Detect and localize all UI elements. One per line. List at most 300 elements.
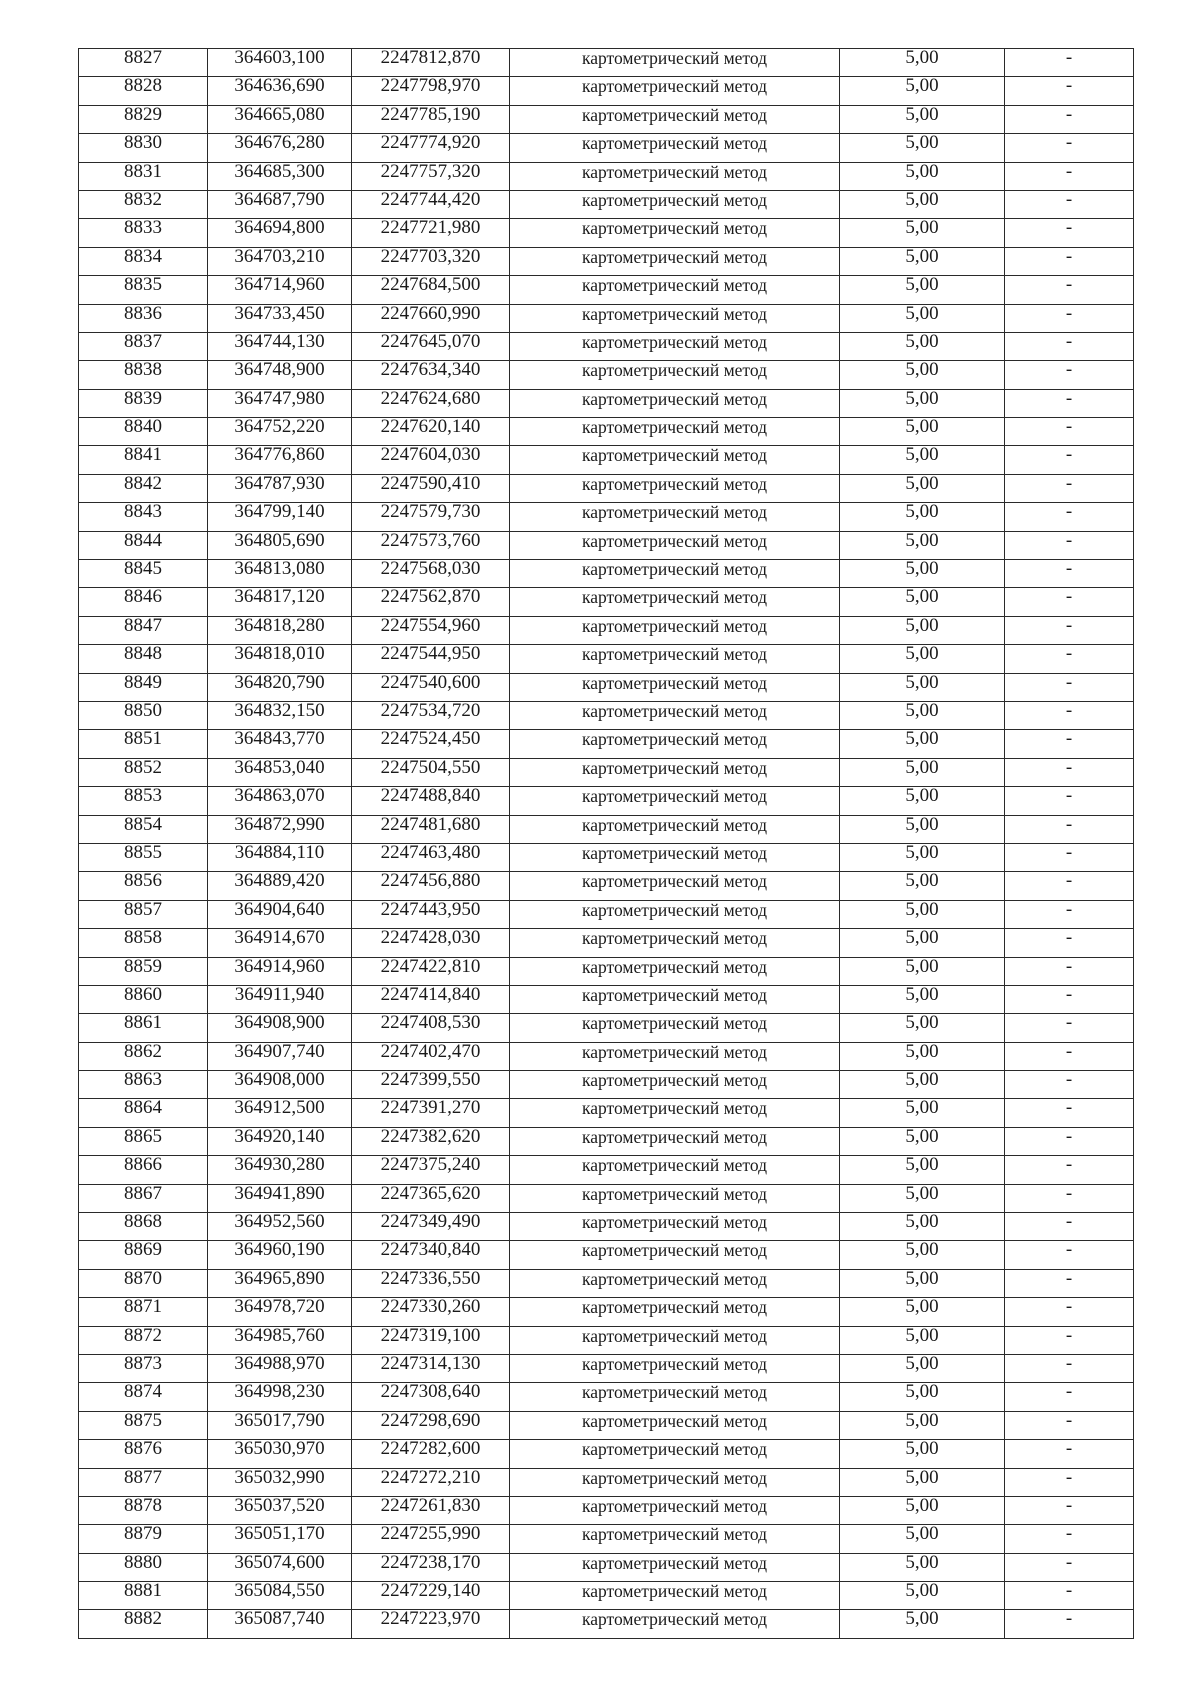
x-coordinate-cell: 364676,280: [208, 134, 352, 162]
y-coordinate-cell: 2247330,260: [352, 1298, 510, 1326]
point-number-cell: 8859: [79, 957, 208, 985]
point-number-cell: 8840: [79, 418, 208, 446]
method-cell: картометрический метод: [510, 49, 840, 77]
x-coordinate-cell: 364714,960: [208, 276, 352, 304]
x-coordinate-cell: 364818,280: [208, 616, 352, 644]
x-coordinate-cell: 364787,930: [208, 474, 352, 502]
note-cell: -: [1005, 190, 1134, 218]
accuracy-cell: 5,00: [840, 77, 1005, 105]
point-number-cell: 8876: [79, 1440, 208, 1468]
note-cell: -: [1005, 418, 1134, 446]
method-cell: картометрический метод: [510, 1383, 840, 1411]
table-row: [79, 815, 1134, 843]
y-coordinate-cell: 2247488,840: [352, 787, 510, 815]
method-cell: картометрический метод: [510, 1354, 840, 1382]
method-cell: картометрический метод: [510, 446, 840, 474]
accuracy-cell: 5,00: [840, 531, 1005, 559]
y-coordinate-cell: 2247428,030: [352, 929, 510, 957]
accuracy-cell: 5,00: [840, 361, 1005, 389]
x-coordinate-cell: 364805,690: [208, 531, 352, 559]
method-cell: картометрический метод: [510, 1298, 840, 1326]
table-row: [79, 361, 1134, 389]
accuracy-cell: 5,00: [840, 332, 1005, 360]
accuracy-cell: 5,00: [840, 304, 1005, 332]
table-row: [79, 446, 1134, 474]
point-number-cell: 8844: [79, 531, 208, 559]
y-coordinate-cell: 2247721,980: [352, 219, 510, 247]
x-coordinate-cell: 364733,450: [208, 304, 352, 332]
accuracy-cell: 5,00: [840, 1411, 1005, 1439]
point-number-cell: 8845: [79, 560, 208, 588]
table-row: [79, 247, 1134, 275]
table-row: [79, 645, 1134, 673]
x-coordinate-cell: 364832,150: [208, 701, 352, 729]
table-row: [79, 1014, 1134, 1042]
method-cell: картометрический метод: [510, 1241, 840, 1269]
note-cell: -: [1005, 1525, 1134, 1553]
table-row: [79, 1326, 1134, 1354]
table-row: [79, 304, 1134, 332]
method-cell: картометрический метод: [510, 1156, 840, 1184]
accuracy-cell: 5,00: [840, 503, 1005, 531]
method-cell: картометрический метод: [510, 1184, 840, 1212]
accuracy-cell: 5,00: [840, 1241, 1005, 1269]
accuracy-cell: 5,00: [840, 645, 1005, 673]
note-cell: -: [1005, 1468, 1134, 1496]
method-cell: картометрический метод: [510, 219, 840, 247]
note-cell: -: [1005, 474, 1134, 502]
point-number-cell: 8842: [79, 474, 208, 502]
y-coordinate-cell: 2247620,140: [352, 418, 510, 446]
table-row: [79, 1213, 1134, 1241]
y-coordinate-cell: 2247456,880: [352, 872, 510, 900]
note-cell: -: [1005, 1213, 1134, 1241]
x-coordinate-cell: 364703,210: [208, 247, 352, 275]
method-cell: картометрический метод: [510, 560, 840, 588]
x-coordinate-cell: 364776,860: [208, 446, 352, 474]
note-cell: -: [1005, 1411, 1134, 1439]
method-cell: картометрический метод: [510, 361, 840, 389]
note-cell: -: [1005, 787, 1134, 815]
note-cell: -: [1005, 560, 1134, 588]
point-number-cell: 8872: [79, 1326, 208, 1354]
table-row: [79, 190, 1134, 218]
point-number-cell: 8834: [79, 247, 208, 275]
y-coordinate-cell: 2247261,830: [352, 1496, 510, 1524]
note-cell: -: [1005, 531, 1134, 559]
point-number-cell: 8832: [79, 190, 208, 218]
table-row: [79, 1042, 1134, 1070]
accuracy-cell: 5,00: [840, 389, 1005, 417]
method-cell: картометрический метод: [510, 872, 840, 900]
accuracy-cell: 5,00: [840, 730, 1005, 758]
y-coordinate-cell: 2247579,730: [352, 503, 510, 531]
accuracy-cell: 5,00: [840, 1326, 1005, 1354]
note-cell: -: [1005, 758, 1134, 786]
y-coordinate-cell: 2247382,620: [352, 1127, 510, 1155]
point-number-cell: 8828: [79, 77, 208, 105]
note-cell: -: [1005, 219, 1134, 247]
note-cell: -: [1005, 872, 1134, 900]
point-number-cell: 8875: [79, 1411, 208, 1439]
x-coordinate-cell: 364914,960: [208, 957, 352, 985]
x-coordinate-cell: 365074,600: [208, 1553, 352, 1581]
note-cell: -: [1005, 162, 1134, 190]
table-row: [79, 1553, 1134, 1581]
accuracy-cell: 5,00: [840, 1553, 1005, 1581]
y-coordinate-cell: 2247238,170: [352, 1553, 510, 1581]
accuracy-cell: 5,00: [840, 843, 1005, 871]
y-coordinate-cell: 2247375,240: [352, 1156, 510, 1184]
note-cell: -: [1005, 276, 1134, 304]
y-coordinate-cell: 2247568,030: [352, 560, 510, 588]
x-coordinate-cell: 364941,890: [208, 1184, 352, 1212]
table-row: [79, 1156, 1134, 1184]
x-coordinate-cell: 364665,080: [208, 105, 352, 133]
x-coordinate-cell: 364817,120: [208, 588, 352, 616]
accuracy-cell: 5,00: [840, 247, 1005, 275]
point-number-cell: 8841: [79, 446, 208, 474]
table-row: [79, 1525, 1134, 1553]
table-row: [79, 560, 1134, 588]
x-coordinate-cell: 364843,770: [208, 730, 352, 758]
accuracy-cell: 5,00: [840, 560, 1005, 588]
y-coordinate-cell: 2247812,870: [352, 49, 510, 77]
method-cell: картометрический метод: [510, 1269, 840, 1297]
point-number-cell: 8852: [79, 758, 208, 786]
table-row: [79, 1496, 1134, 1524]
note-cell: -: [1005, 843, 1134, 871]
coordinates-table: [78, 48, 1134, 1639]
method-cell: картометрический метод: [510, 1553, 840, 1581]
note-cell: -: [1005, 361, 1134, 389]
x-coordinate-cell: 365017,790: [208, 1411, 352, 1439]
method-cell: картометрический метод: [510, 332, 840, 360]
method-cell: картометрический метод: [510, 1326, 840, 1354]
accuracy-cell: 5,00: [840, 105, 1005, 133]
point-number-cell: 8881: [79, 1582, 208, 1610]
x-coordinate-cell: 364687,790: [208, 190, 352, 218]
method-cell: картометрический метод: [510, 1525, 840, 1553]
y-coordinate-cell: 2247229,140: [352, 1582, 510, 1610]
x-coordinate-cell: 365084,550: [208, 1582, 352, 1610]
table-row: [79, 418, 1134, 446]
accuracy-cell: 5,00: [840, 1071, 1005, 1099]
x-coordinate-cell: 364747,980: [208, 389, 352, 417]
point-number-cell: 8880: [79, 1553, 208, 1581]
y-coordinate-cell: 2247399,550: [352, 1071, 510, 1099]
x-coordinate-cell: 364889,420: [208, 872, 352, 900]
x-coordinate-cell: 365051,170: [208, 1525, 352, 1553]
x-coordinate-cell: 364636,690: [208, 77, 352, 105]
y-coordinate-cell: 2247308,640: [352, 1383, 510, 1411]
note-cell: -: [1005, 815, 1134, 843]
accuracy-cell: 5,00: [840, 588, 1005, 616]
method-cell: картометрический метод: [510, 985, 840, 1013]
table-row: [79, 219, 1134, 247]
method-cell: картометрический метод: [510, 304, 840, 332]
note-cell: -: [1005, 1298, 1134, 1326]
y-coordinate-cell: 2247314,130: [352, 1354, 510, 1382]
point-number-cell: 8847: [79, 616, 208, 644]
accuracy-cell: 5,00: [840, 190, 1005, 218]
table-row: [79, 1127, 1134, 1155]
table-row: [79, 1440, 1134, 1468]
method-cell: картометрический метод: [510, 730, 840, 758]
x-coordinate-cell: 364603,100: [208, 49, 352, 77]
note-cell: -: [1005, 1553, 1134, 1581]
note-cell: -: [1005, 957, 1134, 985]
x-coordinate-cell: 364911,940: [208, 985, 352, 1013]
y-coordinate-cell: 2247604,030: [352, 446, 510, 474]
accuracy-cell: 5,00: [840, 1383, 1005, 1411]
x-coordinate-cell: 364960,190: [208, 1241, 352, 1269]
method-cell: картометрический метод: [510, 673, 840, 701]
x-coordinate-cell: 364752,220: [208, 418, 352, 446]
point-number-cell: 8836: [79, 304, 208, 332]
y-coordinate-cell: 2247463,480: [352, 843, 510, 871]
accuracy-cell: 5,00: [840, 929, 1005, 957]
note-cell: -: [1005, 389, 1134, 417]
y-coordinate-cell: 2247340,840: [352, 1241, 510, 1269]
note-cell: -: [1005, 645, 1134, 673]
table-row: [79, 134, 1134, 162]
table-row: [79, 531, 1134, 559]
accuracy-cell: 5,00: [840, 1525, 1005, 1553]
x-coordinate-cell: 364952,560: [208, 1213, 352, 1241]
table-row: [79, 474, 1134, 502]
y-coordinate-cell: 2247223,970: [352, 1610, 510, 1638]
y-coordinate-cell: 2247590,410: [352, 474, 510, 502]
table-row: [79, 730, 1134, 758]
note-cell: -: [1005, 701, 1134, 729]
table-row: [79, 1383, 1134, 1411]
method-cell: картометрический метод: [510, 105, 840, 133]
point-number-cell: 8830: [79, 134, 208, 162]
accuracy-cell: 5,00: [840, 1014, 1005, 1042]
method-cell: картометрический метод: [510, 531, 840, 559]
y-coordinate-cell: 2247408,530: [352, 1014, 510, 1042]
note-cell: -: [1005, 105, 1134, 133]
method-cell: картометрический метод: [510, 1127, 840, 1155]
x-coordinate-cell: 365030,970: [208, 1440, 352, 1468]
note-cell: -: [1005, 1354, 1134, 1382]
y-coordinate-cell: 2247785,190: [352, 105, 510, 133]
note-cell: -: [1005, 1241, 1134, 1269]
point-number-cell: 8846: [79, 588, 208, 616]
y-coordinate-cell: 2247624,680: [352, 389, 510, 417]
y-coordinate-cell: 2247544,950: [352, 645, 510, 673]
point-number-cell: 8877: [79, 1468, 208, 1496]
method-cell: картометрический метод: [510, 77, 840, 105]
table-row: [79, 673, 1134, 701]
method-cell: картометрический метод: [510, 1582, 840, 1610]
note-cell: -: [1005, 304, 1134, 332]
point-number-cell: 8856: [79, 872, 208, 900]
x-coordinate-cell: 364908,900: [208, 1014, 352, 1042]
note-cell: -: [1005, 1440, 1134, 1468]
x-coordinate-cell: 364912,500: [208, 1099, 352, 1127]
y-coordinate-cell: 2247757,320: [352, 162, 510, 190]
note-cell: -: [1005, 1383, 1134, 1411]
y-coordinate-cell: 2247645,070: [352, 332, 510, 360]
method-cell: картометрический метод: [510, 276, 840, 304]
method-cell: картометрический метод: [510, 247, 840, 275]
method-cell: картометрический метод: [510, 1014, 840, 1042]
accuracy-cell: 5,00: [840, 1468, 1005, 1496]
accuracy-cell: 5,00: [840, 134, 1005, 162]
table-row: [79, 162, 1134, 190]
accuracy-cell: 5,00: [840, 446, 1005, 474]
accuracy-cell: 5,00: [840, 162, 1005, 190]
note-cell: -: [1005, 985, 1134, 1013]
table-row: [79, 1610, 1134, 1638]
y-coordinate-cell: 2247402,470: [352, 1042, 510, 1070]
accuracy-cell: 5,00: [840, 1269, 1005, 1297]
y-coordinate-cell: 2247634,340: [352, 361, 510, 389]
x-coordinate-cell: 364694,800: [208, 219, 352, 247]
point-number-cell: 8868: [79, 1213, 208, 1241]
accuracy-cell: 5,00: [840, 872, 1005, 900]
point-number-cell: 8879: [79, 1525, 208, 1553]
method-cell: картометрический метод: [510, 900, 840, 928]
table-row: [79, 701, 1134, 729]
x-coordinate-cell: 364685,300: [208, 162, 352, 190]
table-row: [79, 503, 1134, 531]
note-cell: -: [1005, 1014, 1134, 1042]
table-row: [79, 1241, 1134, 1269]
accuracy-cell: 5,00: [840, 957, 1005, 985]
x-coordinate-cell: 364884,110: [208, 843, 352, 871]
point-number-cell: 8865: [79, 1127, 208, 1155]
y-coordinate-cell: 2247336,550: [352, 1269, 510, 1297]
accuracy-cell: 5,00: [840, 1213, 1005, 1241]
method-cell: картометрический метод: [510, 162, 840, 190]
y-coordinate-cell: 2247481,680: [352, 815, 510, 843]
x-coordinate-cell: 364965,890: [208, 1269, 352, 1297]
note-cell: -: [1005, 673, 1134, 701]
point-number-cell: 8866: [79, 1156, 208, 1184]
x-coordinate-cell: 365032,990: [208, 1468, 352, 1496]
method-cell: картометрический метод: [510, 190, 840, 218]
note-cell: -: [1005, 1496, 1134, 1524]
point-number-cell: 8863: [79, 1071, 208, 1099]
method-cell: картометрический метод: [510, 1071, 840, 1099]
accuracy-cell: 5,00: [840, 815, 1005, 843]
accuracy-cell: 5,00: [840, 474, 1005, 502]
accuracy-cell: 5,00: [840, 276, 1005, 304]
method-cell: картометрический метод: [510, 418, 840, 446]
note-cell: -: [1005, 1042, 1134, 1070]
method-cell: картометрический метод: [510, 1496, 840, 1524]
y-coordinate-cell: 2247365,620: [352, 1184, 510, 1212]
point-number-cell: 8882: [79, 1610, 208, 1638]
x-coordinate-cell: 365037,520: [208, 1496, 352, 1524]
note-cell: -: [1005, 900, 1134, 928]
note-cell: -: [1005, 1326, 1134, 1354]
note-cell: -: [1005, 1127, 1134, 1155]
point-number-cell: 8827: [79, 49, 208, 77]
x-coordinate-cell: 364799,140: [208, 503, 352, 531]
point-number-cell: 8831: [79, 162, 208, 190]
method-cell: картометрический метод: [510, 1411, 840, 1439]
note-cell: -: [1005, 1156, 1134, 1184]
table-row: [79, 389, 1134, 417]
accuracy-cell: 5,00: [840, 1156, 1005, 1184]
note-cell: -: [1005, 1071, 1134, 1099]
method-cell: картометрический метод: [510, 1440, 840, 1468]
table-row: [79, 1411, 1134, 1439]
accuracy-cell: 5,00: [840, 1042, 1005, 1070]
x-coordinate-cell: 364813,080: [208, 560, 352, 588]
point-number-cell: 8867: [79, 1184, 208, 1212]
point-number-cell: 8838: [79, 361, 208, 389]
note-cell: -: [1005, 332, 1134, 360]
point-number-cell: 8862: [79, 1042, 208, 1070]
y-coordinate-cell: 2247573,760: [352, 531, 510, 559]
table-row: [79, 1582, 1134, 1610]
y-coordinate-cell: 2247422,810: [352, 957, 510, 985]
y-coordinate-cell: 2247443,950: [352, 900, 510, 928]
x-coordinate-cell: 364998,230: [208, 1383, 352, 1411]
x-coordinate-cell: 364907,740: [208, 1042, 352, 1070]
method-cell: картометрический метод: [510, 957, 840, 985]
table-row: [79, 105, 1134, 133]
x-coordinate-cell: 364818,010: [208, 645, 352, 673]
accuracy-cell: 5,00: [840, 701, 1005, 729]
x-coordinate-cell: 364920,140: [208, 1127, 352, 1155]
point-number-cell: 8869: [79, 1241, 208, 1269]
accuracy-cell: 5,00: [840, 1127, 1005, 1155]
point-number-cell: 8843: [79, 503, 208, 531]
note-cell: -: [1005, 1184, 1134, 1212]
accuracy-cell: 5,00: [840, 1184, 1005, 1212]
x-coordinate-cell: 364748,900: [208, 361, 352, 389]
coordinates-table-body: [79, 49, 1134, 1639]
point-number-cell: 8874: [79, 1383, 208, 1411]
table-row: [79, 957, 1134, 985]
accuracy-cell: 5,00: [840, 758, 1005, 786]
point-number-cell: 8878: [79, 1496, 208, 1524]
y-coordinate-cell: 2247744,420: [352, 190, 510, 218]
x-coordinate-cell: 364908,000: [208, 1071, 352, 1099]
x-coordinate-cell: 364904,640: [208, 900, 352, 928]
y-coordinate-cell: 2247414,840: [352, 985, 510, 1013]
note-cell: -: [1005, 134, 1134, 162]
x-coordinate-cell: 364985,760: [208, 1326, 352, 1354]
point-number-cell: 8851: [79, 730, 208, 758]
accuracy-cell: 5,00: [840, 1496, 1005, 1524]
y-coordinate-cell: 2247554,960: [352, 616, 510, 644]
y-coordinate-cell: 2247774,920: [352, 134, 510, 162]
table-row: [79, 1184, 1134, 1212]
table-row: [79, 1099, 1134, 1127]
method-cell: картометрический метод: [510, 1610, 840, 1638]
point-number-cell: 8837: [79, 332, 208, 360]
point-number-cell: 8860: [79, 985, 208, 1013]
note-cell: -: [1005, 446, 1134, 474]
table-row: [79, 843, 1134, 871]
method-cell: картометрический метод: [510, 474, 840, 502]
method-cell: картометрический метод: [510, 1468, 840, 1496]
y-coordinate-cell: 2247534,720: [352, 701, 510, 729]
accuracy-cell: 5,00: [840, 787, 1005, 815]
accuracy-cell: 5,00: [840, 1582, 1005, 1610]
point-number-cell: 8873: [79, 1354, 208, 1382]
x-coordinate-cell: 364820,790: [208, 673, 352, 701]
accuracy-cell: 5,00: [840, 1298, 1005, 1326]
x-coordinate-cell: 364853,040: [208, 758, 352, 786]
